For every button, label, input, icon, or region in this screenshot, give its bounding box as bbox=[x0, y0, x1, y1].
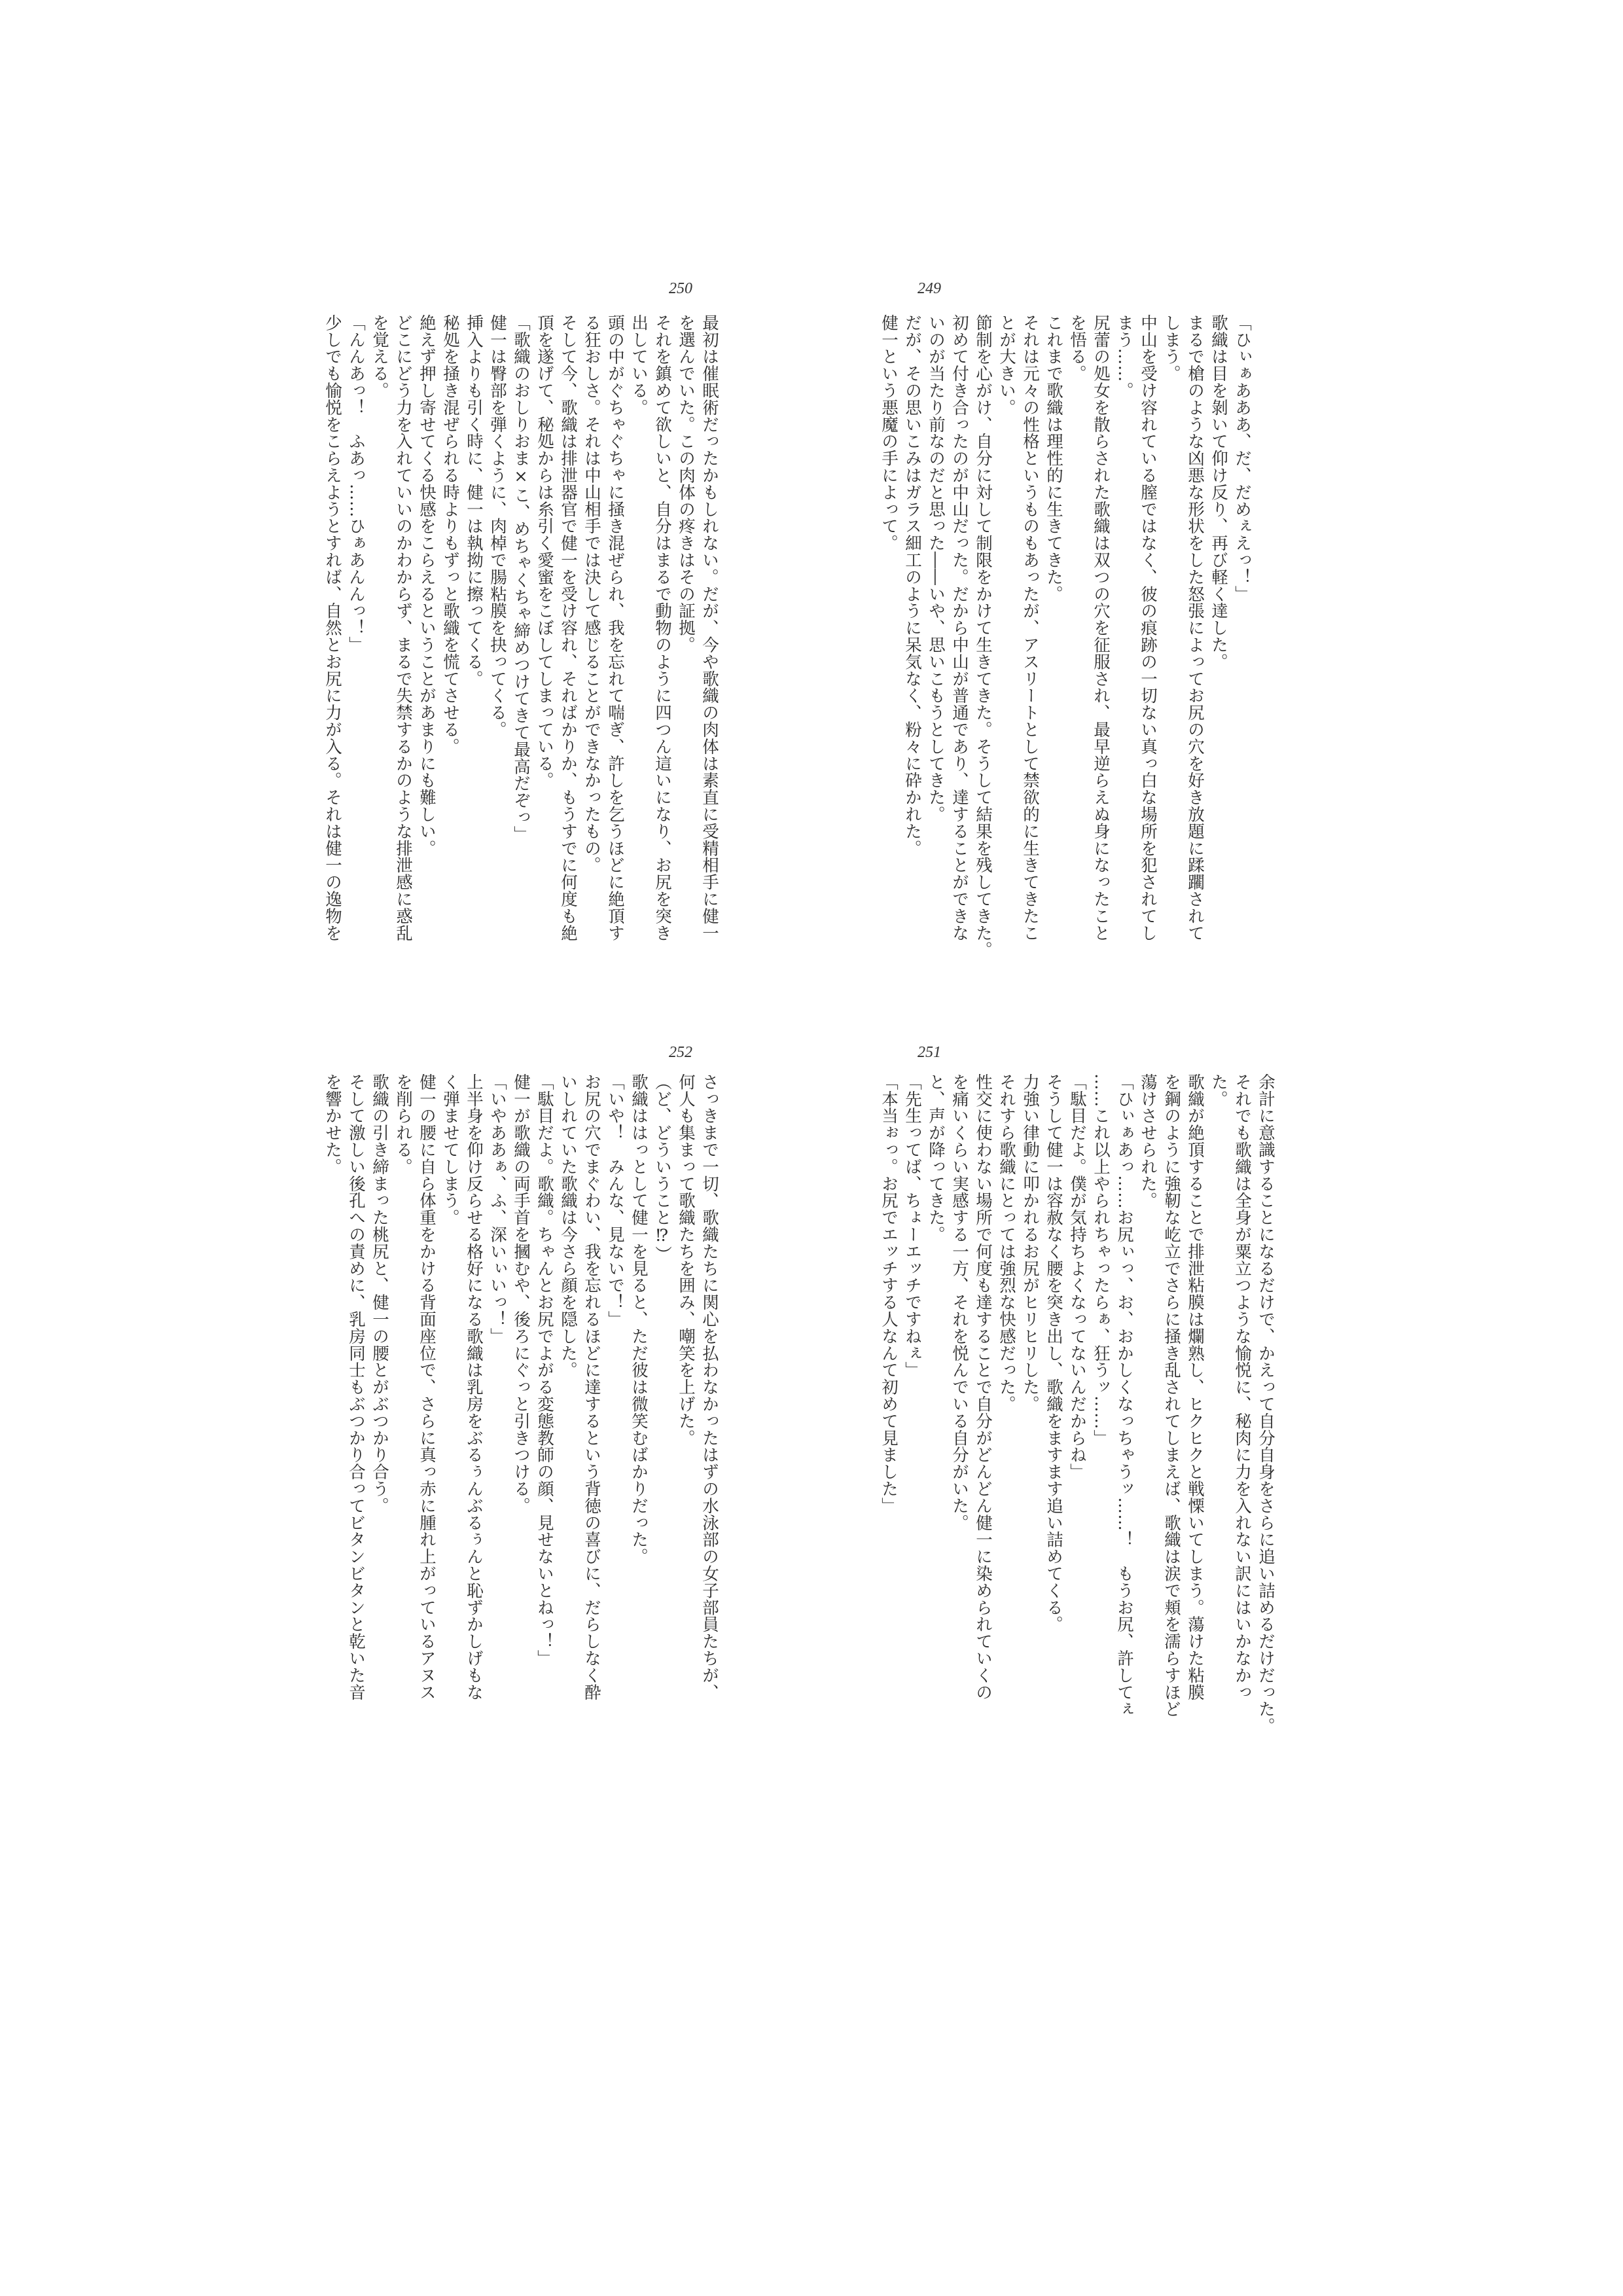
text-column: 少しでも愉悦をこらえようとすれば、自然とお尻に力が入る。それは健一の逸物を bbox=[323, 314, 342, 942]
text-column: を響かせた。 bbox=[323, 1073, 342, 1175]
text-column: 「んんあっ！ ふあっ……ひぁあんんっ！」 bbox=[346, 314, 366, 653]
text-column: る狂おしさ。それは中山相手では決して感じることができなかったもの。 bbox=[582, 314, 601, 874]
text-column: 「本当ぉっ。お尻でエッチする人なんて初めて見ました」 bbox=[879, 1073, 899, 1515]
text-column: を痛いくらい実感する一方、それを悦んでいる自分がいた。 bbox=[950, 1073, 969, 1532]
text-column: （ど、どういうこと⁉） bbox=[652, 1073, 672, 1263]
text-column: それを鎮めて欲しいと、自分はまるで動物のように四つん這いになり、お尻を突き bbox=[652, 314, 672, 942]
text-column: どこにどう力を入れていいのかわからず、まるで失禁するかのような排泄感に惑乱 bbox=[393, 314, 413, 942]
page-body-text bbox=[877, 1073, 1277, 1735]
page-number: 250 bbox=[669, 280, 692, 297]
text-column: と、声が降ってきた。 bbox=[926, 1073, 946, 1243]
text-column: 歌織が絶頂することで排泄粘膜は爛熟し、ヒクヒクと戦慄いてしまう。蕩けた粘膜 bbox=[1185, 1073, 1205, 1701]
text-column: それは元々の性格というものもあったが、アスリートとして禁欲的に生きてきたこ bbox=[1020, 314, 1040, 942]
text-column: 「いや！ みんな、見ないで！」 bbox=[605, 1073, 625, 1328]
text-column: 尻蕾の処女を散らされた歌織は双つの穴を征服され、最早逆らえぬ身になったこと bbox=[1091, 314, 1111, 942]
text-column: だが、その思いこみはガラス細工のように呆気なく、粉々に砕かれた。 bbox=[902, 314, 922, 857]
text-column: た。 bbox=[1209, 1073, 1228, 1107]
text-column: 「ひぃぁあっ……お尻ぃっ、お、おかしくなっちゃうッ……！ もうお尻、許してぇ bbox=[1115, 1073, 1134, 1718]
text-column: 「歌織のおしりおま×こ、めちゃくちゃ締めつけてきて最高だぞっ」 bbox=[511, 314, 531, 843]
text-column: を削られる。 bbox=[393, 1073, 413, 1175]
text-column: を覚える。 bbox=[370, 314, 389, 399]
text-column: く弾ませてしまう。 bbox=[440, 1073, 460, 1227]
text-column: いのが当たり前なのだと思った――いや、思いこもうとしてきた。 bbox=[926, 314, 946, 823]
text-column: 頭の中がぐちゃぐちゃに掻き混ぜられ、我を忘れて喘ぎ、許しを乞うほどに絶頂す bbox=[605, 314, 625, 942]
text-column: 健一の腰に自ら体重をかける背面座位で、さらに真っ赤に腫れ上がっているアヌス bbox=[417, 1073, 437, 1701]
text-column: 健一が歌織の両手首を摑むや、後ろにぐっと引きつける。 bbox=[511, 1073, 531, 1515]
text-column: 蕩けさせられた。 bbox=[1138, 1073, 1158, 1210]
text-column: そして激しい後孔への責めに、乳房同士もぶつかり合ってビタンビタンと乾いた音 bbox=[346, 1073, 366, 1701]
text-column: 余計に意識することになるだけで、かえって自分自身をさらに追い詰めるだけだった。 bbox=[1256, 1073, 1275, 1735]
text-column: 挿入よりも引く時に、健一は執拗に擦ってくる。 bbox=[464, 314, 484, 687]
text-column: 健一という悪魔の手によって。 bbox=[879, 314, 899, 552]
text-column: 力強い律動に叩かれるお尻がヒリヒリした。 bbox=[1020, 1073, 1040, 1412]
text-column: を悟る。 bbox=[1067, 314, 1087, 382]
text-column: さっきまで一切、歌織たちに関心を払わなかったはずの水泳部の女子部員たちが、 bbox=[700, 1073, 719, 1701]
page-body-text bbox=[321, 314, 721, 942]
text-column: 初めて付き合ったのが中山だった。だから中山が普通であり、達することができな bbox=[950, 314, 969, 942]
text-column: そして今、歌織は排泄器官で健一を受け容れ、そればかりか、もうすでに何度も絶 bbox=[558, 314, 578, 942]
text-column: まるで槍のような凶悪な形状をした怒張によってお尻の穴を好き放題に蹂躙されて bbox=[1185, 314, 1205, 942]
text-column: 歌織の引き締まった桃尻と、健一の腰とがぶつかり合う。 bbox=[370, 1073, 389, 1515]
text-column: 何人も集まって歌織たちを囲み、嘲笑を上げた。 bbox=[676, 1073, 696, 1446]
text-column: ……これ以上やられちゃったらぁ、狂うッ……」 bbox=[1091, 1073, 1111, 1446]
text-column: いしれていた歌織は今さら顔を隠した。 bbox=[558, 1073, 578, 1379]
page-body-text bbox=[321, 1073, 721, 1701]
text-column: そうして健一は容赦なく腰を突き出し、歌織をますます追い詰めてくる。 bbox=[1044, 1073, 1063, 1633]
text-column: まう……。 bbox=[1115, 314, 1134, 399]
text-column: 「駄目だよ。僕が気持ちよくなってないんだからね」 bbox=[1067, 1073, 1087, 1480]
text-column: 秘処を掻き混ぜられる時よりもずっと歌織を慌てさせる。 bbox=[440, 314, 460, 755]
text-column: とが大きい。 bbox=[997, 314, 1016, 416]
text-column: しまう。 bbox=[1162, 314, 1181, 382]
page-number: 252 bbox=[669, 1044, 692, 1061]
text-column: 最初は催眠術だったかもしれない。だが、今や歌織の肉体は素直に受精相手に健一 bbox=[700, 314, 719, 942]
text-column: を選んでいた。この肉体の疼きはその証拠。 bbox=[676, 314, 696, 653]
text-column: これまで歌織は理性的に生きてきた。 bbox=[1044, 314, 1063, 603]
page-body-text bbox=[877, 314, 1254, 959]
text-column: 上半身を仰け反らせる格好になる歌織は乳房をぶるぅんぶるぅんと恥ずかしげもな bbox=[464, 1073, 484, 1701]
text-column: 歌織ははっとして健一を見ると、ただ彼は微笑むばかりだった。 bbox=[629, 1073, 649, 1566]
text-column: 絶えず押し寄せてくる快感をこらえるということがあまりにも難しい。 bbox=[417, 314, 437, 857]
page-number: 249 bbox=[918, 280, 941, 297]
text-column: 「ひぃぁあああ、だ、だめぇえっ！」 bbox=[1232, 314, 1252, 603]
text-column: 「先生ってば、ちょーエッチですねぇ」 bbox=[902, 1073, 922, 1379]
text-column: 頂を遂げて、秘処からは糸引く愛蜜をこぼしてしまっている。 bbox=[535, 314, 554, 789]
text-column: 歌織は目を剝いて仰け反り、再び軽く達した。 bbox=[1209, 314, 1228, 670]
text-column: を鋼のように強靭な屹立でさらに掻き乱されてしまえば、歌織は涙で頬を濡らすほど bbox=[1162, 1073, 1181, 1718]
text-column: 中山を受け容れている膣ではなく、彼の痕跡の一切ない真っ白な場所を犯されてし bbox=[1138, 314, 1158, 942]
text-column: それすら歌織にとっては強烈な快感だった。 bbox=[997, 1073, 1016, 1412]
text-column: お尻の穴でまぐわい、我を忘れるほどに達するという背徳の喜びに、だらしなく酔 bbox=[582, 1073, 601, 1701]
text-column: 「いやああぁ、ふ、深いぃいっ！」 bbox=[488, 1073, 507, 1345]
text-column: 出している。 bbox=[629, 314, 649, 416]
text-column: 「駄目だよ。歌織。ちゃんとお尻でよがる変態教師の顔、見せないとねっ！」 bbox=[535, 1073, 554, 1667]
text-column: 節制を心がけ、自分に対して制限をかけて生きてきた。そうして結果を残してきた。 bbox=[973, 314, 993, 959]
text-column: それでも歌織は全身が粟立つような愉悦に、秘肉に力を入れない訳にはいかなかっ bbox=[1232, 1073, 1252, 1701]
text-column: 健一は臀部を弾くように、肉棹で腸粘膜を抉ってくる。 bbox=[488, 314, 507, 738]
page-number: 251 bbox=[918, 1044, 941, 1061]
text-column: 性交に使わない場所で何度も達することで自分がどんどん健一に染められていくの bbox=[973, 1073, 993, 1701]
